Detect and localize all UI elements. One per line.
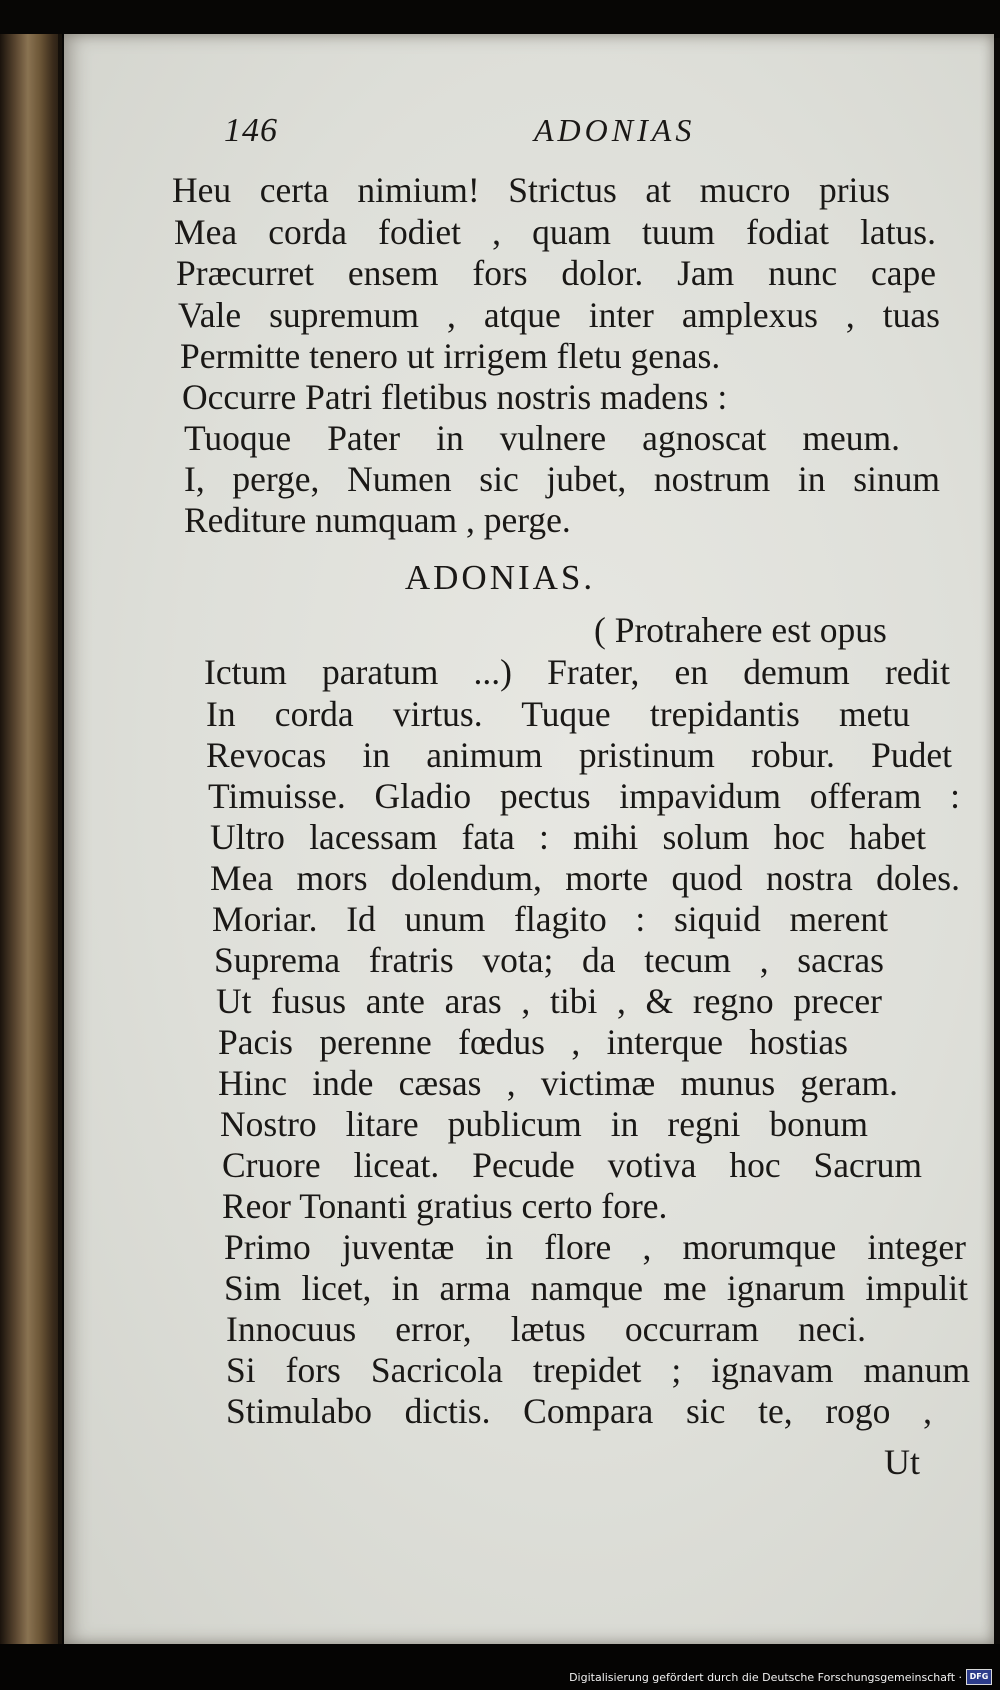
funding-attribution: Digitalisierung gefördert durch die Deutsche Forschungsgemeinschaft ·	[569, 1670, 962, 1684]
verse-line: Cruore liceat. Pecude votiva hoc Sacrum	[222, 1145, 922, 1185]
verse-line: Pacis perenne fœdus , interque hostias	[218, 1022, 848, 1062]
verse-line: Rediture numquam , perge.	[184, 500, 571, 540]
verse-line: Permitte tenero ut irrigem fletu genas.	[180, 336, 721, 376]
verse-line: Sim licet, in arma namque me ignarum impulit	[224, 1268, 968, 1308]
verse-line: Revocas in animum pristinum robur. Pudet	[206, 735, 952, 775]
running-title: ADONIAS	[534, 112, 696, 148]
scan-top-border	[0, 0, 1000, 38]
dfg-logo: DFG	[966, 1669, 992, 1685]
verse-line: Heu certa nimium! Strictus at mucro prius	[172, 170, 890, 210]
verse-line: Tuoque Pater in vulnere agnoscat meum.	[184, 418, 900, 458]
verse-line: Hinc inde cæsas , victimæ munus geram.	[218, 1063, 898, 1103]
verse-line: Innocuus error, lætus occurram neci.	[226, 1309, 866, 1349]
speaker-heading: ADONIAS.	[404, 558, 596, 597]
verse-line: Ictum paratum ...) Frater, en demum redit	[204, 652, 950, 692]
stage-direction: ( Protrahere est opus	[594, 610, 887, 650]
verse-line: In corda virtus. Tuque trepidantis metu	[206, 694, 910, 734]
verse-line: Præcurret ensem fors dolor. Jam nunc cape	[176, 253, 936, 293]
verse-line: Stimulabo dictis. Compara sic te, rogo ,	[226, 1391, 932, 1431]
verse-line: Primo juventæ in flore , morumque integer	[224, 1227, 966, 1267]
verse-line: Moriar. Id unum flagito : siquid merent	[212, 899, 888, 939]
catchword: Ut	[884, 1442, 920, 1482]
verse-line: Vale supremum , atque inter amplexus , tuas	[178, 295, 940, 335]
verse-line: Occurre Patri fletibus nostris madens :	[182, 377, 728, 417]
verse-line: Nostro litare publicum in regni bonum	[220, 1104, 868, 1144]
attribution-footer	[569, 1669, 992, 1685]
verse-line: Reor Tonanti gratius certo fore.	[222, 1186, 668, 1226]
verse-line: Si fors Sacricola trepidet ; ignavam manum	[226, 1350, 970, 1390]
verse-line: Timuisse. Gladio pectus impavidum offeram :	[208, 776, 960, 816]
verse-line: Ut fusus ante aras , tibi , & regno precer	[216, 981, 882, 1021]
running-head	[224, 112, 784, 156]
verse-line: Ultro lacessam fata : mihi solum hoc habet	[210, 817, 926, 857]
verse-line: Mea mors dolendum, morte quod nostra doles.	[210, 858, 960, 898]
verse-line: Suprema fratris vota; da tecum , sacras	[214, 940, 884, 980]
book-spine-edge	[0, 34, 62, 1644]
verse-line: Mea corda fodiet , quam tuum fodiat latus.	[174, 212, 936, 252]
verse-line: I, perge, Numen sic jubet, nostrum in sinum	[184, 459, 940, 499]
page-number: 146	[224, 112, 278, 149]
